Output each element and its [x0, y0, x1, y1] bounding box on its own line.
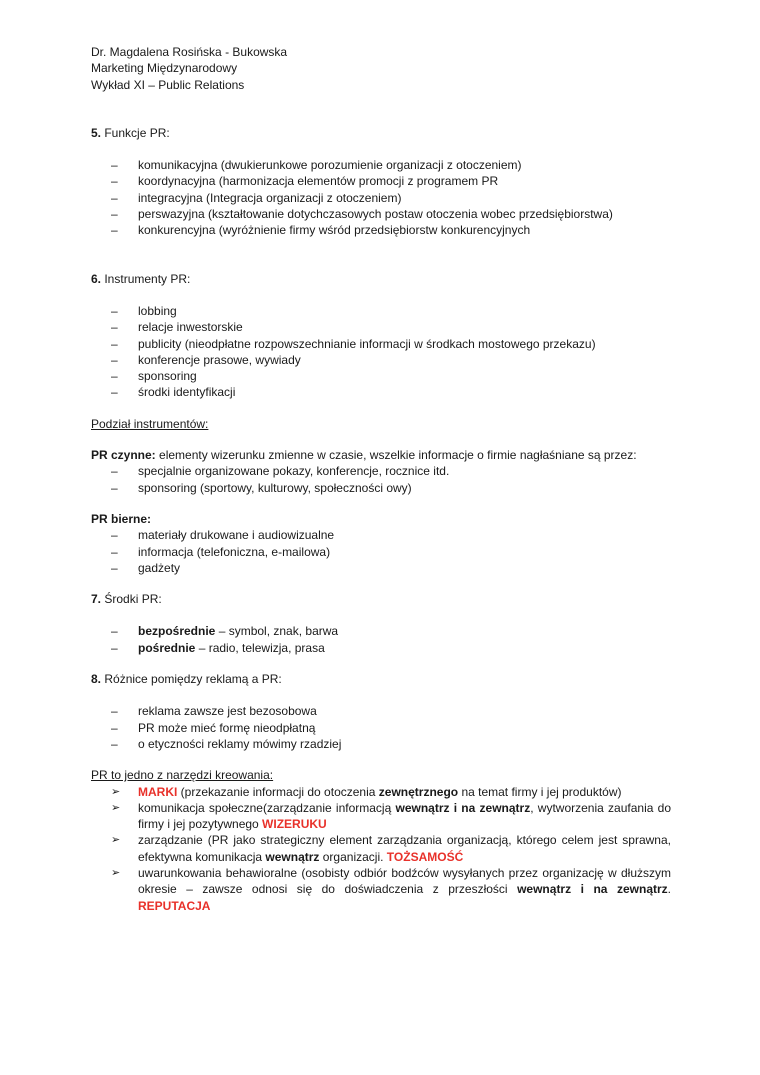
dash-bullet-icon: –	[111, 624, 118, 639]
list-item: – o etyczności reklamy mówimy rzadziej	[111, 736, 342, 751]
list-item: – komunikacyjna (dwukierunkowe porozumienie organizacji z otoczeniem)	[111, 158, 522, 173]
list-item: – lobbing	[111, 303, 177, 318]
pr-passive-label: PR bierne:	[91, 511, 152, 526]
dash-bullet-icon: –	[111, 544, 118, 559]
pr-active-paragraph: PR czynne: elementy wizerunku zmienne w czasie, wszelkie informacje o firmie nagłaśniane są przez:	[91, 448, 637, 463]
list-item: – publicity (nieodpłatne rozpowszechnianie informacji w środkach mostowego przekazu)	[111, 336, 596, 351]
dash-bullet-icon: –	[111, 320, 118, 335]
list-item: – materiały drukowane i audiowizualne	[111, 528, 335, 543]
header-course: Marketing Międzynarodowy	[91, 61, 238, 76]
dash-bullet-icon: –	[111, 174, 118, 189]
section-8-title: Różnice pomiędzy reklamą a PR:	[101, 672, 282, 687]
section-7-number: 7.	[91, 592, 102, 607]
list-item: – konkurencyjna (wyróżnienie firmy wśród przedsiębiorstw konkurencyjnych	[111, 223, 531, 238]
section-6-heading	[91, 271, 671, 287]
list-item: – konferencje prasowe, wywiady	[111, 352, 301, 367]
list-item: – informacja (telefoniczna, e-mailowa)	[111, 544, 331, 559]
list-item: – sponsoring (sportowy, kulturowy, społeczności owy)	[111, 480, 412, 495]
dash-bullet-icon: –	[111, 736, 118, 751]
header-lecture: Wykład XI – Public Relations	[91, 77, 245, 92]
section-5-title: Funkcje PR:	[101, 125, 170, 140]
dash-bullet-icon: –	[111, 385, 118, 400]
section-6-title: Instrumenty PR:	[101, 271, 191, 286]
pr-active-label: PR czynne:	[91, 448, 156, 463]
dash-bullet-icon: –	[111, 720, 118, 735]
section-8-number: 8.	[91, 672, 102, 687]
list-item: – pośrednie – radio, telewizja, prasa	[111, 640, 325, 655]
section-5-number: 5.	[91, 125, 102, 140]
dash-bullet-icon: –	[111, 223, 118, 238]
dash-bullet-icon: –	[111, 352, 118, 367]
list-item: – PR może mieć formę nieodpłatną	[111, 720, 316, 735]
section-8-heading	[91, 671, 671, 687]
list-item: – integracyjna (Integracja organizacji z otoczeniem)	[111, 190, 402, 205]
dash-bullet-icon: –	[111, 158, 118, 173]
arrow-bullet-icon: ➢	[111, 801, 121, 814]
dash-bullet-icon: –	[111, 336, 118, 351]
header-author: Dr. Magdalena Rosińska - Bukowska	[91, 45, 288, 59]
arrow-bullet-icon: ➢	[111, 834, 121, 847]
list-item: – relacje inwestorskie	[111, 320, 243, 335]
arrow-bullet-icon: ➢	[111, 785, 121, 798]
arrow-list-item: ➢ MARKI (przekazanie informacji do otoczenia zewnętrznego na temat firmy i jej produktów)	[111, 784, 622, 799]
document-page	[91, 44, 671, 914]
arrow-bullet-icon: ➢	[111, 866, 121, 879]
podzial-heading: Podział instrumentów:	[91, 416, 209, 431]
list-item: – specjalnie organizowane pokazy, konferencje, rocznice itd.	[111, 464, 450, 479]
dash-bullet-icon: –	[111, 464, 118, 479]
dash-bullet-icon: –	[111, 640, 118, 655]
arrow-list-item: ➢ zarządzanie (PR jako strategiczny element zarządzania organizacją, którego celem jest sprawna, efektywna komunikacja wewnątrz organizacji. TOŻSAMOŚĆ	[111, 833, 671, 864]
list-item: – reklama zawsze jest bezosobowa	[111, 704, 317, 719]
dash-bullet-icon: –	[111, 528, 118, 543]
arrow-list-item: ➢ komunikacja społeczne(zarządzanie informacją wewnątrz i na zewnątrz, wytworzenia zaufania do firmy i jej pozytywnego WIZERUKU	[111, 800, 672, 832]
dash-bullet-icon: –	[111, 560, 118, 575]
list-item: – perswazyjna (kształtowanie dotychczasowych postaw otoczenia wobec przedsiębiorstwa)	[111, 207, 613, 222]
dash-bullet-icon: –	[111, 480, 118, 495]
list-item: – koordynacyjna (harmonizacja elementów promocji z programem PR	[111, 174, 499, 189]
dash-bullet-icon: –	[111, 704, 118, 719]
list-item: – gadżety	[111, 560, 181, 575]
section-6-number: 6.	[91, 271, 102, 286]
tools-heading: PR to jedno z narzędzi kreowania:	[91, 768, 274, 783]
section-7-title: Środki PR:	[101, 592, 162, 607]
list-item: – sponsoring	[111, 369, 197, 384]
dash-bullet-icon: –	[111, 303, 118, 318]
list-item: – bezpośrednie – symbol, znak, barwa	[111, 624, 339, 639]
dash-bullet-icon: –	[111, 369, 118, 384]
arrow-list-item: ➢ uwarunkowania behawioralne (osobisty odbiór bodźców wysyłanych przez organizację w dłuższym okresie – zawsze odnosi się do doświadczenia z przeszłości wewnątrz i na zewnątrz. REPUTACJA	[111, 865, 671, 913]
section-7-heading	[91, 591, 671, 607]
dash-bullet-icon: –	[111, 207, 118, 222]
section-5-heading	[91, 125, 671, 141]
dash-bullet-icon: –	[111, 190, 118, 205]
list-item: – środki identyfikacji	[111, 385, 236, 400]
